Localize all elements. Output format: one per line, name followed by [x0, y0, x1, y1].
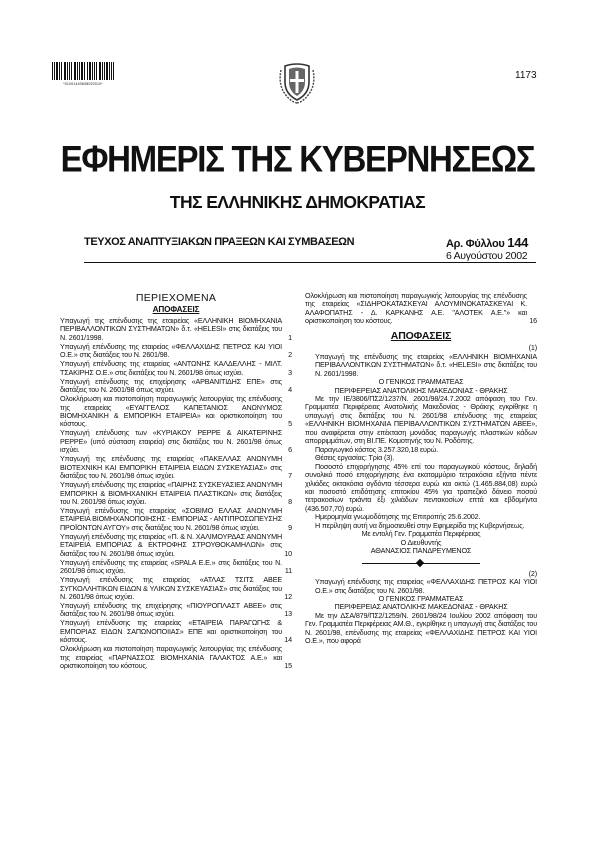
decision-cost: Παραγωγικό κόστος 3.257.320,18 ευρώ. — [315, 444, 439, 454]
signature-role: Με εντολή Γεν. Γραμματέα Περιφέρειας — [361, 529, 481, 539]
section-divider — [362, 560, 480, 566]
decision-2 — [305, 570, 537, 646]
toc-entry-page: 12 — [284, 592, 292, 601]
authority-title: Ο ΓΕΝΙΚΟΣ ΓΡΑΜΜΑΤΕΑΣ — [378, 377, 464, 387]
toc-entry-text: Υπαγωγή επένδυσης της εταιρείας «ΑΤΛΑΣ ΤΣΙΤΣ ΑΒΕΕ ΣΥΓΚΟΛΛΗΤΙΚΩΝ ΕΙΔΩΝ & ΥΛΙΚΩΝ ΣΥΣΚΕΥΑΣΙΑΣ» στις διατάξεις του Ν. 2601/98 όπως ισχύει. — [60, 575, 282, 601]
toc-entry-page: 2 — [288, 350, 292, 360]
issue-number-line — [446, 235, 528, 250]
decision-summary: Υπαγωγή επένδυσης της εταιρείας «ΦΕΛΛΑΧΙΔΗΣ ΠΕΤΡΟΣ ΚΑΙ ΥΙΟΙ Ο.Ε.» στις διατάξεις του Ν. 2601/98. — [315, 577, 537, 595]
toc-entry[interactable] — [60, 602, 292, 619]
toc-entry-text: Υπαγωγή επένδυσης της εταιρείας «ΑΝΤΩΝΗΣ ΚΑΛΔΕΛΛΗΣ - ΜΙΛΤ. ΤΣΑΚΙΡΗΣ Ο.Ε.» στις διατάξεις του Ν. 2601/98 όπως ισχύει. — [60, 359, 282, 377]
authority-region: ΠΕΡΙΦΕΡΕΙΑΣ ΑΝΑΤΟΛΙΚΗΣ ΜΑΚΕΔΟΝΙΑΣ - ΘΡΑΚΗΣ — [334, 385, 508, 395]
gazette-subtitle: ΤΗΣ ΕΛΛΗΝΙΚΗΣ ΔΗΜΟΚΡΑΤΙΑΣ — [169, 192, 426, 212]
toc-entry[interactable] — [60, 559, 292, 576]
decision-body: Με την ΔΣΑ/879/ΠΣ2/1259/Ν. 2601/98/24 Ιουλίου 2002 απόφαση του Γεν. Γραμματέα Περιφέρειας ΑΜ.Θ., εγκρίθηκε η υπαγωγή στις διατάξεις του Ν. 2601/98, επένδυσης της εταιρείας «ΦΕΛΛΑΧΙΔΗΣ ΠΕΤΡΟΣ ΚΑΙ ΥΙΟΙ Ο.Ε.», που αφορά — [305, 610, 537, 646]
toc-entry-text: Υπαγωγή της επένδυσης της εταιρείας «ΠΑΚΕΛΛΑΣ ΑΝΩΝΥΜΗ ΒΙΟΤΕΧΝΙΚΗ ΚΑΙ ΕΜΠΟΡΙΚΗ ΕΤΑΙΡΕΙΑ ΕΙΔΩΝ ΣΥΣΚΕΥΑΣΙΑΣ» στις διατάξεις του Ν. 2601/98 όπως ισχύει. — [60, 454, 282, 481]
toc-entry-page: 4 — [288, 385, 292, 395]
issue-date: 6 Αυγούστου 2002 — [446, 250, 528, 262]
toc-entry-text: Υπαγωγή επένδυσης της εταιρείας «SPALA Ε.Ε.» στις διατάξεις του Ν. 2601/98 όπως ισχύει. — [60, 557, 282, 576]
page-number: 1173 — [515, 70, 537, 81]
barcode-number: *01001440608020010* — [63, 82, 103, 86]
toc-entry-page: 3 — [288, 367, 292, 377]
toc-entry-text: Υπαγωγή επένδυσης της επιχείρησης «ΠΙΟΥΡΟΠΛΑΣΤ ΑΒΕΕ» στις διατάξεις του Ν. 2601/98 όπως ισχύει. — [60, 600, 282, 619]
toc-entry[interactable] — [60, 645, 292, 670]
signature-title: Ο Διευθυντής — [400, 537, 442, 547]
toc-entry-page: 15 — [284, 661, 292, 671]
toc-entry[interactable] — [60, 576, 292, 601]
table-of-contents — [60, 292, 292, 671]
toc-entry-page: 11 — [284, 566, 292, 576]
toc-entry-text: Υπαγωγή επένδυσης της επιχείρησης «ΑΡΒΑΝΙΤΙΔΗΣ ΕΠΕ» στις διατάξεις του Ν. 2601/98 όπως ισχύει. — [60, 376, 282, 395]
header-rule — [84, 262, 536, 263]
toc-entry-text: Υπαγωγή της επένδυσης της εταιρείας «ΕΛΛΗΝΙΚΗ ΒΙΟΜΗΧΑΝΙΑ ΠΕΡΙΒΑΛΛΟΝΤΙΚΩΝ ΣΥΣΤΗΜΑΤΩΝ» δ.τ. «HELESI» στις διατάξεις του Ν. 2601/1998. — [60, 316, 282, 342]
toc-entry-text: Ολοκλήρωση και πιστοποίηση παραγωγικής λειτουργίας της επένδυσης της εταιρείας «ΠΑΡΝΑΣΣΟΣ ΒΙΟΜΗΧΑΝΙΑ ΓΑΛΑΚΤΟΣ Α.Ε.» και οριστικοποίηση του κόστους. — [60, 644, 282, 671]
decision-body: Με την ΙΕ/3806/ΠΣ2/1237/Ν. 2601/98/24.7.2002 απόφαση του Γεν. Γραμματέα Περιφέρειας Ανατολικής Μακεδονίας - Θράκης εγκρίθηκε η υπαγωγή στις διατάξεις του Ν. 2601/98 επένδυσης της εταιρείας «ΕΛΛΗΝΙΚΗ ΒΙΟΜΗΧΑΝΙΑ ΠΕΡΙΒΑΛΛΟΝΤΙΚΩΝ ΣΥΣΤΗΜΑΤΩΝ ΑΒΕΕ», που αναφέρεται στην επέκταση μονάδας παραγωγής πλαστικών κάδων απορριμμάτων, στη ΒΙ.ΠΕ. Κομοτηνής του Ν. Ροδόπης. — [305, 393, 537, 446]
toc-entry[interactable] — [60, 619, 292, 644]
toc-entry-page: 9 — [288, 522, 292, 532]
toc-entry-text: Υπαγωγή επένδυσης της εταιρείας «ΦΕΛΛΑΧΙΔΗΣ ΠΕΤΡΟΣ ΚΑΙ ΥΙΟΙ Ο.Ε.» στις διατάξεις του Ν. 2601/98. — [60, 341, 282, 360]
decisions-heading: ΑΠΟΦΑΣΕΙΣ — [390, 329, 452, 342]
toc-entry[interactable] — [60, 455, 292, 480]
toc-entry-page: 6 — [288, 445, 292, 455]
decision-number: (1) — [528, 343, 537, 353]
toc-subheading: ΑΠΟΦΑΣΕΙΣ — [152, 305, 200, 314]
toc-entry-page: 1 — [288, 332, 292, 342]
toc-entry-page: 8 — [288, 497, 292, 507]
issue-number: 144 — [507, 235, 529, 250]
gazette-title: ΕΦΗΜΕΡΙΣ ΤΗΣ ΚΥΒΕΡΝΗΣΕΩΣ — [60, 137, 535, 180]
toc-entry-text: Υπαγωγή επένδυσης της εταιρείας «ΠΑΙΡΗΣ ΣΥΣΚΕΥΑΣΙΕΣ ΑΝΩΝΥΜΗ ΕΜΠΟΡΙΚΗ & ΒΙΟΜΗΧΑΝΙΚΗ ΕΤΑΙΡΕΙΑ ΠΛΑΣΤΙΚΩΝ» στις διατάξεις του Ν. 2601/98 όπως ισχύει. — [60, 480, 282, 507]
toc-entry-text: Υπαγωγή επένδυσης της εταιρείας «ΣΟΒΙΜΟ ΕΛΛΑΣ ΑΝΩΝΥΜΗ ΕΤΑΙΡΕΙΑ ΒΙΟΜΗΧΑΝΟΠΟΙΗΣΗΣ - ΕΜΠΟΡΙΑΣ - ΑΝΤΙΠΡΟΣΩΠΕΥΣΗΣ ΠΡΟΪΟΝΤΩΝ ΑΥΓΟΥ» στις διατάξεις του Ν. 2601/98 όπως ισχύει. — [60, 505, 282, 532]
toc-entry-text: Ολοκλήρωση και πιστοποίηση παραγωγικής λειτουργίας της επένδυσης της εταιρείας «ΕΥΑΓΓΕΛΟΣ ΚΑΠΕΤΑΝΙΟΣ ΑΝΩΝΥΜΟΣ ΒΙΟΜΗΧΑΝΙΚΗ & ΕΜΠΟΡΙΚΗ ΕΤΑΙΡΕΙΑ» και οριστικοποίηση του κόστους. — [60, 394, 282, 429]
toc-entry-text: Υπαγωγή επένδυσης της εταιρείας «Π. & Ν. ΧΑΛΙΜΟΥΡΔΑΣ ΑΝΩΝΥΜΗ ΕΤΑΙΡΕΙΑ ΕΜΠΟΡΙΑΣ & ΕΚΤΡΟΦΗΣ ΣΤΡΟΥΘΟΚΑΜΗΛΩΝ» στις διατάξεις του Ν. 2601/98 όπως ισχύει. — [60, 531, 282, 558]
toc-list — [60, 317, 292, 671]
toc-entry-page: 7 — [288, 471, 292, 481]
authority-title: Ο ΓΕΝΙΚΟΣ ΓΡΑΜΜΑΤΕΑΣ — [378, 593, 464, 603]
toc-heading: ΠΕΡΙΕΧΟΜΕΝΑ — [135, 292, 217, 304]
toc-entry-page: 16 — [529, 316, 537, 326]
decision-publication: Η περίληψη αυτή να δημοσιευθεί στην Εφημερίδα της Κυβερνήσεως. — [315, 520, 525, 530]
toc-entry[interactable] — [60, 378, 292, 395]
decision-summary: Υπαγωγή της επένδυσης της εταιρείας «ΕΛΛΗΝΙΚΗ ΒΙΟΜΗΧΑΝΙΑ ΠΕΡΙΒΑΛΛΟΝΤΙΚΩΝ ΣΥΣΤΗΜΑΤΩΝ» δ.τ. «HELESI» στις διατάξεις του Ν. 2601/1998. — [315, 351, 537, 378]
toc-entry-page: 14 — [284, 635, 292, 645]
toc-entry-text: Υπαγωγή επένδυσης της εταιρείας «ΕΤΑΙΡΕΙΑ ΠΑΡΑΓΩΓΗΣ & ΕΜΠΟΡΙΑΣ ΕΙΔΩΝ ΣΑΠΩΝΟΠΟΙΙΑΣ» ΕΠΕ και οριστικοποίηση του κόστους. — [60, 618, 282, 645]
toc-entry-text: Υπαγωγή επένδυσης των «ΚΥΡΙΑΚΟΥ ΡΕΡΡΕ & ΑΙΚΑΤΕΡΙΝΗΣ ΡΕΡΡΕ» (υπό σύσταση εταιρεία) στις διατάξεις του Ν. 2601/98 όπως ισχύει. — [60, 428, 282, 455]
toc-entry[interactable] — [60, 343, 292, 360]
toc-entry-page: 13 — [284, 609, 292, 619]
toc-entry-text: Ολοκλήρωση και πιστοποίηση παραγωγικής λειτουργίας της επένδυσης της εταιρείας «ΣΙΔΗΡΟΚΑΤΑΣΚΕΥΑΙ ΑΛΟΥΜΙΝΟΚΑΤΑΣΚΕΥΑΙ Κ. ΑΛΑΦΟΠΑΤΗΣ - Δ. ΚΑΡΚΑΝΗΣ Α.Ε. "ΑΛΟΤΕΚ Α.Ε."» και οριστικοποίηση του κόστους. — [305, 291, 527, 326]
decision-subsidy: Ποσοστό επιχορήγησης 45% επί του παραγωγικού κόστους, δηλαδή συνολικό ποσό επιχορήγησης ένα εκατομμύριο τετρακόσια εξήντα πέντε χιλιάδες οκτακόσια ογδόντα τέσσερα ευρώ και οκτώ (1.465.884,08) ευρώ και ποσοστό επιδότησης επιτοκίου 45% για τραπεζικό δάνειο ποσού τετρακοσίων τριάντα έξι χιλιάδων πεντακοσίων επτά και εβδομήντα (436.507,70) ευρώ. — [305, 461, 537, 513]
toc-entry[interactable] — [60, 360, 292, 377]
issue-type: ΤΕΥΧΟΣ ΑΝΑΠΤΥΞΙΑΚΩΝ ΠΡΑΞΕΩΝ ΚΑΙ ΣΥΜΒΑΣΕΩΝ — [84, 236, 355, 248]
decision-opinion-date: Ημερομηνία γνωμοδότησης της Επιτροπής 25.6.2002. — [315, 512, 481, 522]
decision-jobs: Θέσεις εργασίας: Τρία (3). — [315, 453, 395, 463]
coat-of-arms-icon — [277, 60, 317, 104]
toc-entry-page: 10 — [284, 548, 292, 558]
toc-entry-page: 5 — [288, 419, 292, 429]
decision-number: (2) — [528, 568, 537, 578]
barcode — [52, 62, 114, 80]
signature-name: ΑΘΑΝΑΣΙΟΣ ΠΑΝΔΡΕΥΜΕΝΟΣ — [370, 546, 472, 556]
toc-entry[interactable] — [60, 317, 292, 342]
right-column — [305, 292, 537, 646]
toc-entry[interactable] — [60, 395, 292, 429]
toc-entry[interactable] — [60, 533, 292, 558]
toc-entry[interactable] — [60, 429, 292, 454]
toc-entry[interactable] — [305, 292, 537, 326]
issue-label: Αρ. Φύλλου — [446, 238, 505, 250]
authority-region: ΠΕΡΙΦΕΡΕΙΑΣ ΑΝΑΤΟΛΙΚΗΣ ΜΑΚΕΔΟΝΙΑΣ - ΘΡΑΚΗΣ — [334, 602, 508, 612]
toc-entry[interactable] — [60, 507, 292, 532]
toc-entry[interactable] — [60, 481, 292, 506]
decision-1 — [305, 344, 537, 555]
